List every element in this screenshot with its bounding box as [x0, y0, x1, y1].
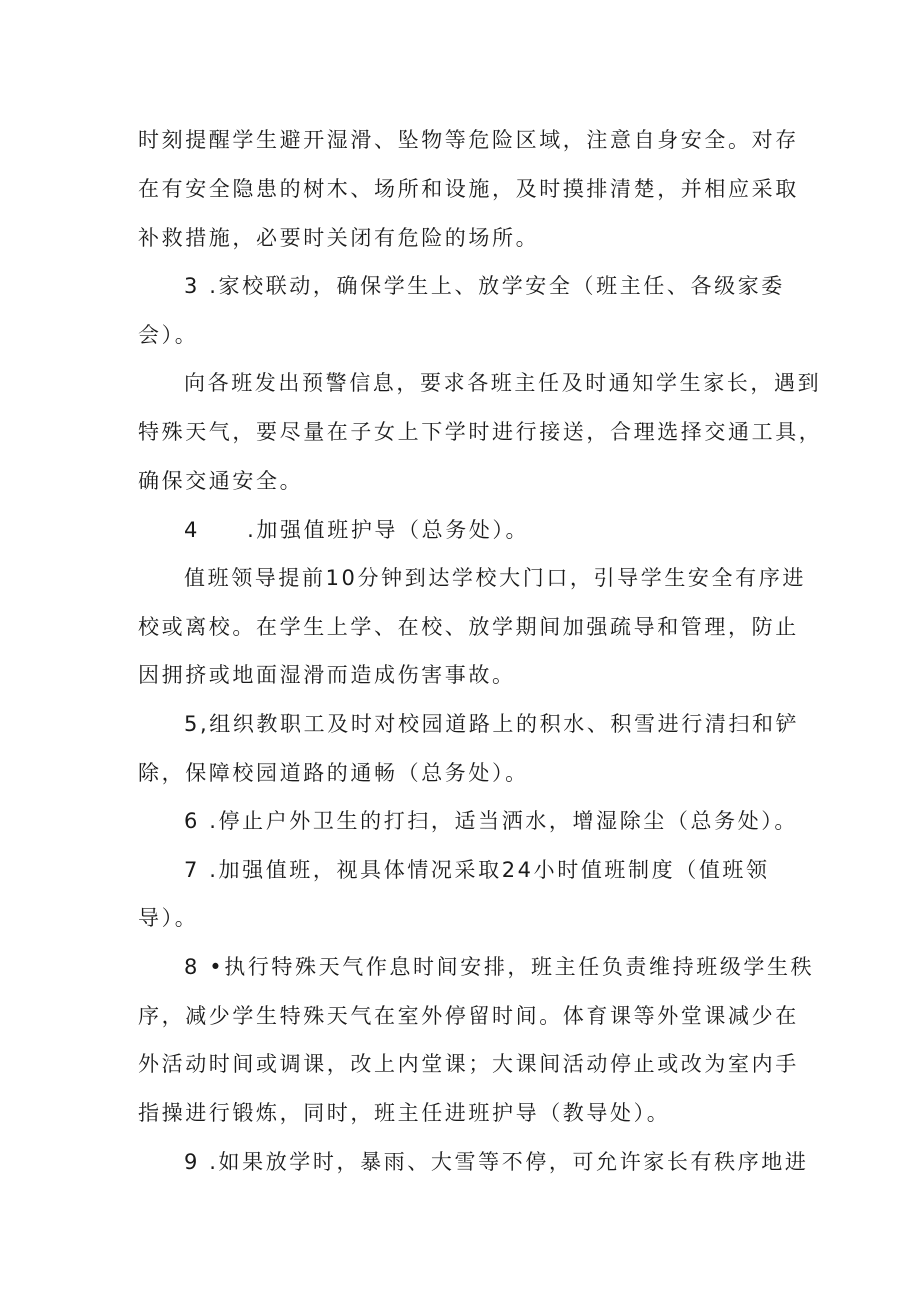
section-heading-8: 8 •执行特殊天气作息时间安排，班主任负责维持班级学生秩 [184, 955, 815, 979]
body-text-line: 确保交通安全。 [138, 469, 304, 493]
section-heading-7: 7 .加强值班，视具体情况采取24小时值班制度（值班领 [184, 858, 770, 882]
body-text-line: 因拥挤或地面湿滑而造成伤害事故。 [138, 663, 516, 687]
body-text-line: 值班领导提前10分钟到达学校大门口，引导学生安全有序进 [184, 566, 806, 590]
body-text-line: 指操进行锻炼，同时，班主任进班护导（教导处）。 [138, 1101, 671, 1125]
body-text-line: 序，减少学生特殊天气在室外停留时间。体育课等外堂课减少在 [138, 1004, 799, 1028]
body-text-line: 除，保障校园道路的通畅（总务处）。 [138, 761, 529, 785]
body-text-line: 外活动时间或调课，改上内堂课；大课间活动停止或改为室内手 [138, 1052, 799, 1076]
section-heading-9: 9 .如果放学时，暴雨、大雪等不停，可允许家长有秩序地进 [184, 1150, 809, 1174]
body-text-line: 会）。 [138, 323, 199, 347]
section-heading-5: 5,组织教职工及时对校园道路上的积水、积雪进行清扫和铲 [184, 712, 800, 736]
section-heading-3: 3 .家校联动，确保学生上、放学安全（班主任、各级家委 [184, 274, 785, 298]
body-text-line: 导）。 [138, 906, 199, 930]
body-text-line: 校或离校。在学生上学、在校、放学期间加强疏导和管理，防止 [138, 615, 799, 639]
body-text-line: 向各班发出预警信息，要求各班主任及时通知学生家长，遇到 [184, 371, 822, 395]
body-text-line: 在有安全隐患的树木、场所和设施，及时摸排清楚，并相应采取 [138, 177, 799, 201]
section-heading-6: 6 .停止户外卫生的打扫，适当洒水，增湿除尘（总务处）。 [184, 809, 799, 833]
body-text-line: 时刻提醒学生避开湿滑、坠物等危险区域，注意自身安全。对存 [138, 128, 799, 152]
body-text-line: 特殊天气，要尽量在子女上下学时进行接送，合理选择交通工具， [138, 420, 823, 444]
section-heading-4: 4 .加强值班护导（总务处）。 [184, 518, 530, 542]
body-text-line: 补救措施，必要时关闭有危险的场所。 [138, 226, 540, 250]
